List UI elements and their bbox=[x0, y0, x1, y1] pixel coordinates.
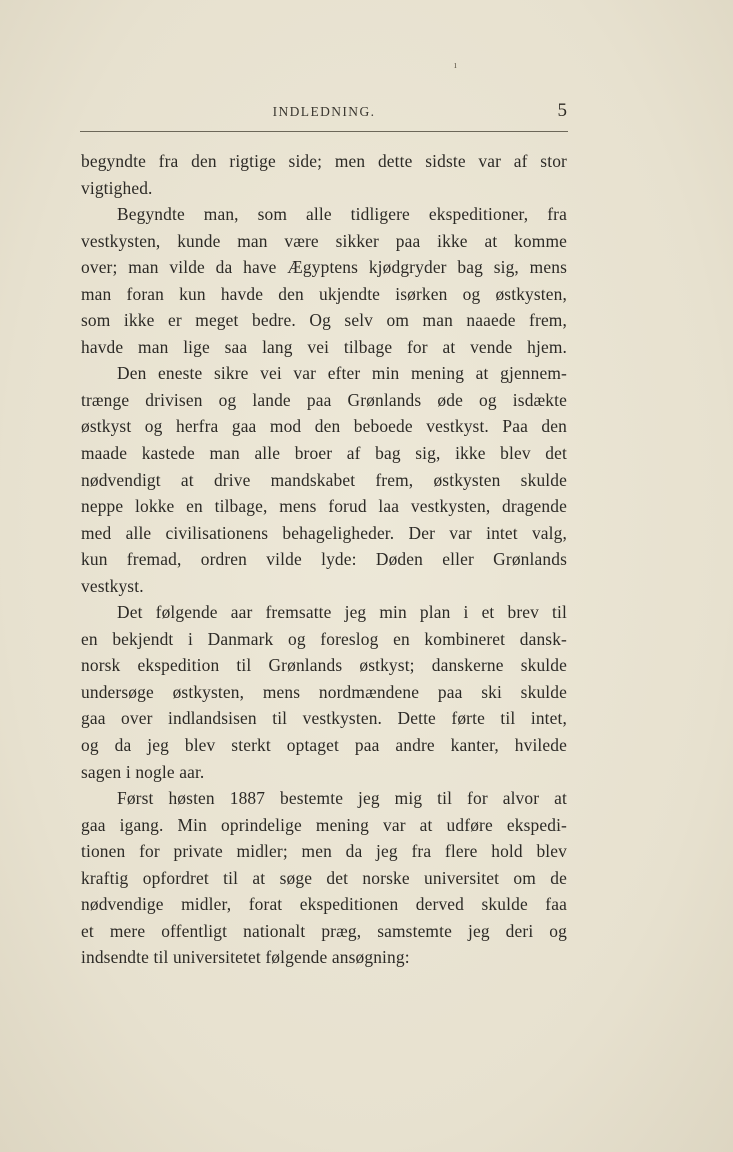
text-line: begyndte fra den rigtige side; men dette sidste var af stor bbox=[81, 151, 567, 171]
text-line: tionen for private midler; men da jeg fra flere hold blev bbox=[81, 841, 567, 862]
text-line: gaa igang. Min oprindelige mening var at udføre ekspedi- bbox=[81, 814, 567, 835]
text-line: vigtighed. bbox=[81, 177, 153, 198]
text-line: Begyndte man, som alle tidligere ekspeditioner, fra bbox=[117, 204, 567, 225]
text-line: Den eneste sikre vei var efter min mening at gjennem- bbox=[117, 363, 567, 384]
text-line: gaa over indlandsisen til vestkysten. Dette førte til intet, bbox=[81, 708, 567, 729]
text-line: som ikke er meget bedre. Og selv om man naaede frem, bbox=[81, 310, 567, 331]
text-line: maade kastede man alle broer af bag sig, ikke blev det bbox=[81, 443, 567, 464]
running-title: INDLEDNING. bbox=[272, 104, 376, 119]
text-line: vestkysten, kunde man være sikker paa ikke at komme bbox=[81, 230, 567, 251]
text-line: nødvendigt at drive mandskabet frem, østkysten skulde bbox=[81, 469, 567, 490]
text-line: nødvendige midler, forat ekspeditionen derved skulde faa bbox=[81, 894, 567, 915]
text-line: sagen i nogle aar. bbox=[81, 761, 205, 782]
body-text bbox=[81, 148, 567, 971]
text-line: neppe lokke en tilbage, mens forud laa vestkysten, dragende bbox=[81, 496, 567, 517]
running-head bbox=[80, 101, 568, 132]
text-line: havde man lige saa lang vei tilbage for at vende hjem. bbox=[81, 336, 567, 357]
text-line: et mere offentligt nationalt præg, samstemte jeg deri og bbox=[81, 920, 567, 941]
text-line: Først høsten 1887 bestemte jeg mig til for alvor at bbox=[117, 788, 567, 809]
text-line: kraftig opfordret til at søge det norske universitet om de bbox=[81, 867, 567, 888]
text-line: over; man vilde da have Ægyptens kjødgryder bag sig, mens bbox=[81, 257, 567, 278]
page-number: 5 bbox=[557, 100, 567, 121]
text-line: indsendte til universitetet følgende ansøgning: bbox=[81, 947, 410, 968]
text-line: man foran kun havde den ukjendte isørken og østkysten, bbox=[81, 283, 567, 304]
text-line: kun fremad, ordren vilde lyde: Døden eller Grønlands bbox=[81, 549, 567, 570]
text-line: trænge drivisen og lande paa Grønlands øde og isdækte bbox=[81, 389, 567, 410]
stray-mark: ı bbox=[454, 60, 457, 71]
text-line: Det følgende aar fremsatte jeg min plan i et brev til bbox=[117, 602, 567, 623]
text-line: undersøge østkysten, mens nordmændene paa ski skulde bbox=[81, 681, 567, 702]
text-line: norsk ekspedition til Grønlands østkyst; danskerne skulde bbox=[81, 655, 567, 676]
text-line: med alle civilisationens behageligheder. Der var intet valg, bbox=[81, 522, 567, 543]
text-line: østkyst og herfra gaa mod den beboede vestkyst. Paa den bbox=[81, 416, 567, 437]
text-line: vestkyst. bbox=[81, 575, 144, 596]
text-line: en bekjendt i Danmark og foreslog en kombineret dansk- bbox=[81, 628, 567, 649]
text-line: og da jeg blev sterkt optaget paa andre kanter, hvilede bbox=[81, 735, 567, 756]
